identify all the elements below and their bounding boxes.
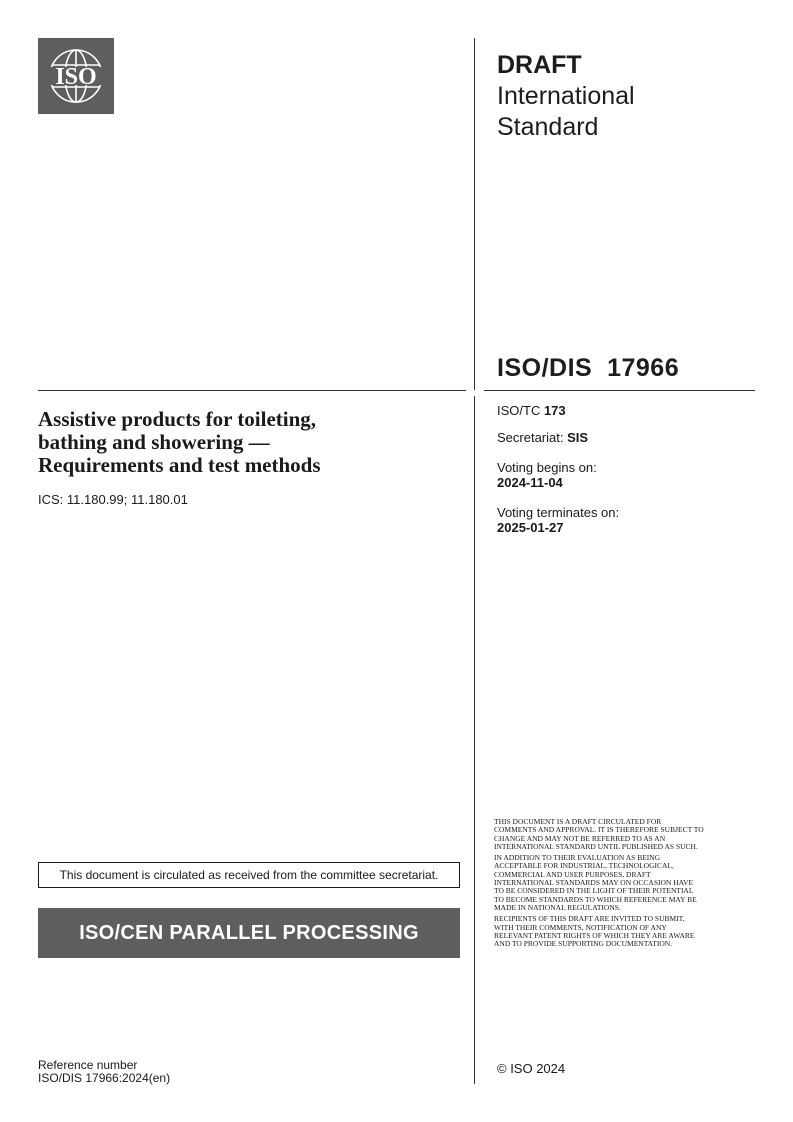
copyright: © ISO 2024 bbox=[497, 1061, 566, 1076]
vertical-divider-bottom bbox=[474, 396, 475, 1084]
disclaimer-paragraph-3: RECIPIENTS OF THIS DRAFT ARE INVITED TO SUBMIT, WITH THEIR COMMENTS, NOTIFICATION OF ANY RELEVANT PATENT RIGHTS OF WHICH THEY ARE AWARE AND TO PROVIDE SUPPORTING DOCUMENTATION. bbox=[494, 914, 695, 949]
svg-text:ISO: ISO bbox=[55, 64, 97, 90]
voting-begins-date: 2024-11-04 bbox=[497, 475, 563, 490]
secretariat bbox=[497, 430, 588, 445]
document-title bbox=[38, 408, 468, 477]
parallel-processing-banner: ISO/CEN PARALLEL PROCESSING bbox=[38, 908, 460, 958]
voting-terminates-label: Voting terminates on: bbox=[497, 505, 620, 520]
iso-globe-icon bbox=[38, 38, 114, 114]
reference-value: ISO/DIS 17966:2024(en) bbox=[38, 1071, 171, 1085]
voting-begins bbox=[497, 460, 597, 490]
horizontal-divider-left bbox=[38, 390, 466, 391]
technical-committee bbox=[497, 403, 566, 418]
voting-begins-label: Voting begins on: bbox=[497, 460, 597, 475]
secretariat-value: SIS bbox=[567, 430, 589, 445]
reference-number bbox=[38, 1059, 170, 1085]
tc-value: 173 bbox=[543, 403, 566, 418]
reference-label: Reference number bbox=[38, 1058, 138, 1072]
doc-type-standard: Standard bbox=[497, 113, 599, 141]
circulated-note: This document is circulated as received from the committee secretariat. bbox=[38, 862, 460, 888]
document-type bbox=[497, 50, 635, 143]
voting-terminates-date: 2025-01-27 bbox=[497, 520, 564, 535]
ics-codes: ICS: 11.180.99; 11.180.01 bbox=[38, 492, 188, 507]
iso-logo bbox=[38, 38, 114, 114]
disclaimer-paragraph-1: THIS DOCUMENT IS A DRAFT CIRCULATED FOR COMMENTS AND APPROVAL. IT IS THEREFORE SUBJECT TO CHANGE AND MAY NOT BE REFERRED TO AS AN INTERNATIONAL STANDARD UNTIL PUBLISHED AS SUCH. bbox=[494, 817, 704, 851]
vertical-divider-top bbox=[474, 38, 475, 390]
tc-label: ISO/TC bbox=[497, 403, 544, 418]
draft-disclaimer bbox=[494, 818, 704, 951]
doc-type-international: International bbox=[497, 82, 635, 110]
title-line-1: Assistive products for toileting, bbox=[38, 407, 317, 431]
document-number: ISO/DIS 17966 bbox=[497, 354, 680, 382]
doc-type-draft: DRAFT bbox=[497, 51, 582, 79]
title-line-3: Requirements and test methods bbox=[38, 453, 321, 477]
disclaimer-paragraph-2: IN ADDITION TO THEIR EVALUATION AS BEING ACCEPTABLE FOR INDUSTRIAL, TECHNOLOGICAL, COMMERCIAL AND USER PURPOSES, DRAFT INTERNATIONAL STANDARDS MAY ON OCCASION HAVE TO BE CONSIDERED IN THE LIGHT OF THEIR POTENTIAL TO BECOME STANDARDS TO WHICH REFERENCE MAY BE MADE IN NATIONAL REGULATIONS. bbox=[494, 853, 697, 912]
title-line-2: bathing and showering — bbox=[38, 430, 270, 454]
voting-terminates bbox=[497, 505, 619, 535]
secretariat-label: Secretariat: bbox=[497, 430, 568, 445]
horizontal-divider-right bbox=[484, 390, 755, 391]
